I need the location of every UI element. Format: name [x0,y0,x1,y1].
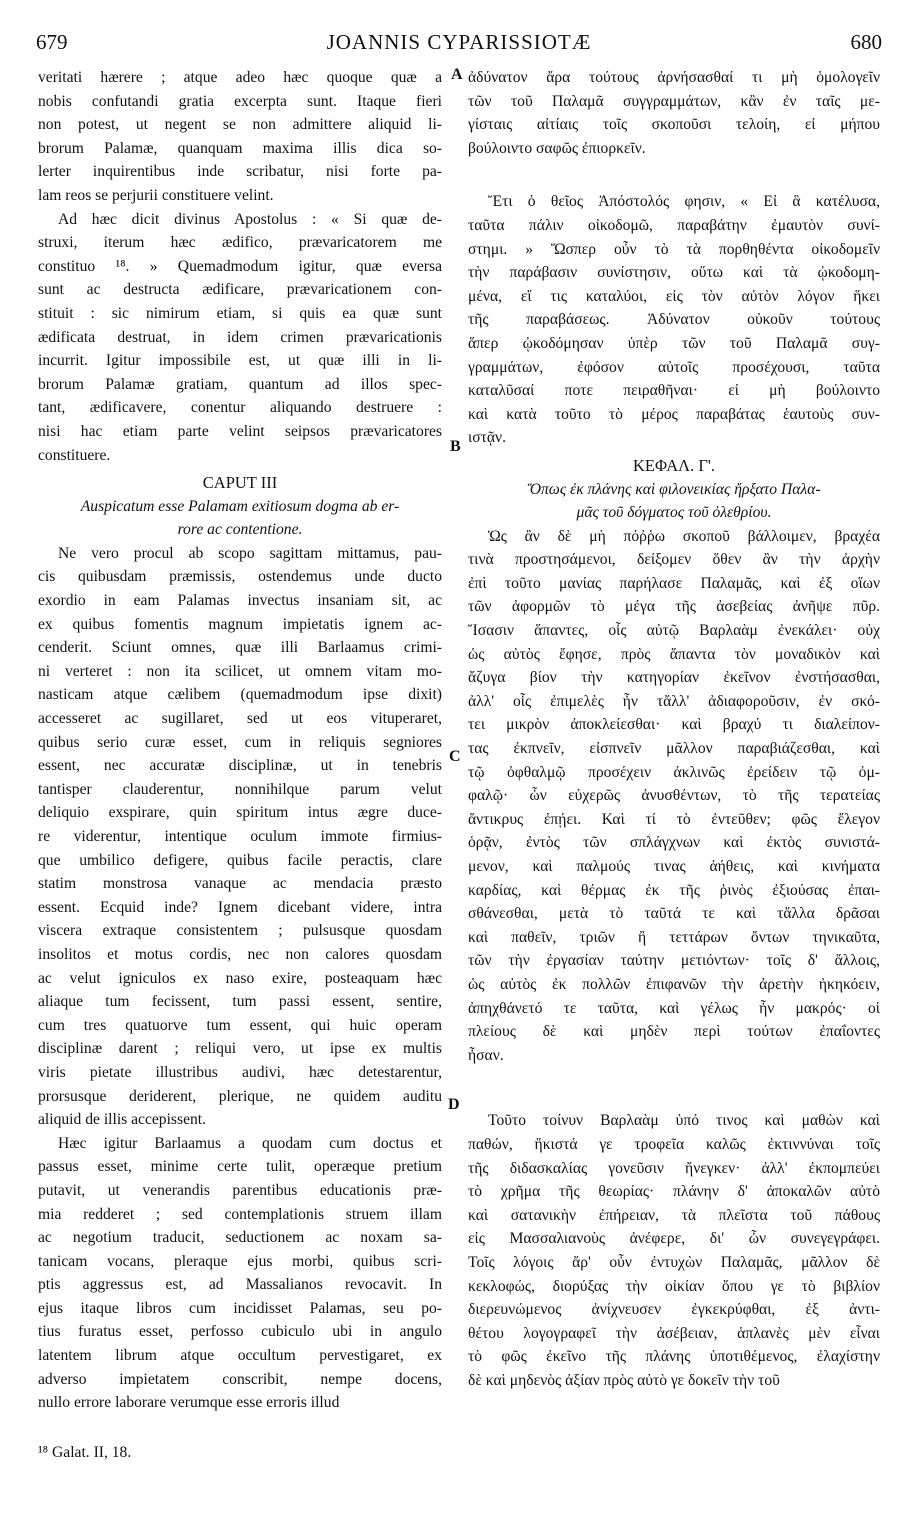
text-line: τῆς διδασκαλίας γονεῦσιν ἤνεγκεν· ἀλλ' ἐκπομπεύει [468,1159,880,1177]
text-line: ὁρᾷν, ἐντὸς τῶν σπλάγχνων καὶ ἐκτὸς συνιστά- [468,834,880,852]
greek-chapter-subtitle [468,478,880,525]
text-line: quibus serio curæ esset, cum in reliquis segniores [38,733,442,751]
text-line: Ὡς ἂν δὲ μὴ πόῤῥω σκοποῦ βάλλοιμεν, βραχέα [488,527,880,545]
text-line: ejus itaque libros cum incidisset Palamas, seu po- [38,1299,442,1317]
text-line: veritati hærere ; atque adeo hæc quoque quæ a [38,69,442,86]
text-line: τας ἐκπνεῖν, εἰσπνεῖν μᾶλλον παραβιάζεσθαι, καὶ [468,740,880,758]
text-line: stituit : sic nimirum etiam, si quis ea quæ sunt [38,304,442,322]
text-line: non potest, ut negent se non admittere aliquid li- [38,116,442,134]
text-line: καὶ κατὰ τοῦτο τὸ μέρος παραβάτας ἑαυτοὺς συν- [468,405,880,423]
running-header [36,30,882,60]
text-line: Ne vero procul ab scopo sagittam mittamus, pau- [58,544,442,562]
latin-paragraph-3 [38,542,442,1132]
text-line: latentem librum atque occultum pervestigaret, ex [38,1347,442,1365]
text-line: statim monstrosa vanaque ac mendacia præsto [38,875,442,893]
text-line: ἐπὶ τοῦτο μανίας παρήλασε Παλαμᾶς, καὶ ἐξ οἵων [468,574,880,592]
text-line: ex quibus fomentis magnum impietatis ignem ac- [38,615,442,633]
text-line: passus esset, minime certe tulit, operæque pretium [38,1158,442,1176]
text-line: que umbilico defigere, quibus facile peractis, clare [38,851,442,869]
text-line: ἄζυγα βίον τὴν κατηγορίαν ἐκεῖνον ἐνστήσασθαι, [468,669,880,687]
text-line: brorum Palamæ, quanquam maxima illis dica so- [38,139,442,157]
greek-column [468,66,880,1392]
text-line: γίσταις αἰτίαις τοῖς σκοποῦσι τελοίη, εἰ μήπου [468,116,880,134]
text-line: σθάνεσθαι, μετὰ τὸ ταῦτά τε καὶ τἄλλα δρᾶσαι [468,905,880,923]
text-line: incurrit. Igitur impossibile est, ut quæ illi in li- [38,352,442,370]
text-line: τῶν τοῦ Παλαμᾶ συγγραμμάτων, κἂν ἐν ταῖς με- [468,92,880,110]
margin-letter-d: D [448,1096,460,1113]
text-line: Τοῖς λόγοις ἄρ' οὖν ἐντυχὼν Παλαμᾶς, μᾶλλον δὲ [468,1253,880,1271]
text-line: ἀδύνατον ἄρα τούτους ἀρνήσασθαί τι μὴ ὁμολογεῖν [468,69,880,86]
text-line: ac negotium traducit, seductionem ac noxam sa- [38,1229,442,1247]
text-line: lam reos se perjurii constituere velint. [38,186,274,204]
running-title: JOANNIS CYPARISSIOTÆ [326,30,592,54]
text-line: deliquio exspirare, quin spiritum intus ægre duce- [38,804,442,822]
latin-chapter-heading: CAPUT III [202,473,278,493]
text-line: τὸ φῶς ἐκεῖνο τῆς πλάνης ὑποτιθέμενος, ἐλαχίστην [468,1348,880,1366]
margin-letter-b: B [450,438,461,455]
text-line: καταλῦσαί ποτε πειραθῆναι· εἰ μὴ βούλοιντο [468,382,880,400]
text-line: ἦσαν. [468,1046,504,1064]
text-line: ἄντικρυς ἐπῄει. Καὶ τί τὸ ἐντεῦθεν; φῶς ἔλεγον [468,810,880,828]
text-line: ἀλλ' οἷς ἐπιμελὲς ἦν τἄλλ' ἀδιαφοροῦσιν, ἐν σκό- [468,692,880,710]
text-line: constituo ¹⁸. » Quemadmodum igitur, quæ eversa [38,257,442,275]
text-line: struxi, iterum hæc ædifico, prævaricatorem me [38,234,442,252]
text-line: ταῦτα πάλιν οἰκοδομῶ, παραβάτην ἐμαυτὸν συνί- [468,216,880,234]
text-line: δὲ καὶ μηδενὸς ἀξίαν πρὸς αὐτὸ γε δοκεῖν τὴν τοῦ [468,1371,780,1389]
text-line: μᾶς τοῦ δόγματος τοῦ ὀλεθρίου. [576,504,772,522]
text-line: τὸ χρῆμα τῆς θεωρίας· πλάνην δ' ἀποκαλῶν αὐτὸ [468,1183,880,1201]
text-line: cenderit. Sciunt omnes, quæ illi Barlaamus crimi- [38,639,442,657]
text-line: ac velut igniculos ex naso exire, posteaquam hæc [38,969,442,987]
text-line: essent, nec accuratæ disciplinæ, ut in tenebris [38,757,442,775]
latin-paragraph-2 [38,208,442,468]
text-line: viris pietate illustribus audivi, hæc detestarentur, [38,1063,442,1081]
text-line: Hæc igitur Barlaamus a quodam cum doctus et [58,1134,442,1152]
page-number-left: 679 [36,30,68,54]
greek-paragraph-4 [468,1109,880,1392]
text-line: Ad hæc dicit divinus Apostolus : « Si quæ de- [58,210,442,228]
text-line: κεκλοφώς, διορύξας τὴν οἰκίαν ὅπου γε τὸ βιβλίον [468,1277,880,1295]
text-line: cis quibusdam præmissis, ostendemus unde ducto [38,568,442,586]
latin-paragraph-4 [38,1132,442,1415]
text-line: re viderentur, intentique oculum immote firmius- [38,828,442,845]
text-line: φαλῷ· ὧν εὐχερῶς ἀνυσθέντων, τὸ τῆς τερατείας [468,787,880,805]
text-line: insolitos et motus cordis, nec non calores quosdam [38,945,442,963]
text-line: tantisper clauderentur, nonnihilque parum velut [38,780,442,798]
latin-paragraph-1 [38,66,442,208]
text-line: Ἴσασιν ἅπαντες, οἷς αὐτῷ Βαρλαὰμ ἐνεκάλει· οὐχ [468,622,880,640]
greek-paragraph-1 [468,66,880,160]
text-line: ὡς αὐτὸς ἔφησε, πρὸς ἅπαντα τὸν μοναδικὸν καὶ [468,645,880,663]
text-line: cum tres quatuorve tum essent, qui huic operam [38,1016,442,1034]
greek-paragraph-2 [468,190,880,450]
text-line: mia redderet ; sed contemplationis struem illam [38,1205,442,1223]
text-line: ἅπερ ᾠκοδόμησαν ὑπὲρ τῶν τοῦ Παλαμᾶ συγ- [468,334,880,352]
text-line: παθών, ἥκιστά γε τροφεῖα καλῶς ἐκτιννύναι τοῖς [468,1135,880,1153]
text-line: τὴν παράβασιν συνίστησιν, οὕτω καὶ τὰ ᾠκοδομη- [468,264,880,282]
text-line: ædificata destruat, in idem crimen prævaricationis [38,328,442,346]
text-line: τῶν ἀφορμῶν τὸ μέγα τῆς ἀσεβείας ἀνῆψε πῦρ. [468,598,880,616]
spacer [468,160,880,190]
text-line: εἰς Μασσαλιανοὺς ἀνέφερε, δι' ὧν συνεγεγράφει. [468,1230,880,1248]
text-line: sunt ac destructa ædificare, prævaricationem con- [38,281,442,299]
text-line: καὶ σατανικὴν ἐπήρειαν, τὰ πλεῖστα τοῦ πάθους [468,1206,880,1224]
text-line: adverso impietatem conscribit, nempe docens, [38,1370,442,1388]
text-line: tant, ædificavere, conentur aliquando destruere : [38,399,442,417]
text-line: disciplinæ darent ; reliqui vero, ut ipse ex multis [38,1040,442,1058]
text-line: exordio in eam Palamas invectus insaniam sit, ac [38,592,442,610]
text-line: μένα, εἴ τις καταλύοι, εἰς τὸν αὐτὸν λόγον ἥκει [468,287,880,305]
latin-chapter-subtitle [38,495,442,542]
text-line: τει μικρὸν ἀποκλείεσθαι· καὶ βραχύ τι διαλείπον- [468,716,880,734]
text-line: καὶ παθεῖν, τριῶν ἢ τεττάρων ὄντων τηνικαῦτα, [468,928,880,946]
latin-column [38,66,442,1415]
text-line: nisi hac etiam parte velint seipsos prævaricatores [38,422,442,440]
text-line: μενον, καὶ παλμούς τινας ἀήθεις, καὶ κινήματα [468,858,880,875]
text-line: Τοῦτο τοίνυν Βαρλαὰμ ὑπό τινος καὶ μαθὼν καὶ [488,1112,880,1130]
text-line: viscera extraque consistentem ; pulsusque quosdam [38,922,442,940]
text-line: ἀπηχθάνετό τε ταῦτα, καὶ γέλως ἦν μακρός· οἱ [468,999,880,1017]
text-line: nobis confutandi gratia excerpta sunt. Itaque fieri [38,92,442,110]
margin-letter-c: C [449,748,461,765]
text-line: ιστᾷν. [468,429,506,447]
text-line: διερευνώμενος ἀνίχνευσεν ἐγκεκρύφθαι, ἐξ ἀντι- [468,1301,880,1319]
text-line: Ἔτι ὁ θεῖος Ἀπόστολός φησιν, « Εἰ ἃ κατέλυσα, [488,193,880,211]
text-line: καρδίας, καὶ θέρμας ἐκ τῆς ῥινὸς ἐξιούσας ἐπαι- [468,881,880,899]
text-line: ni verteret : non ita scilicet, ut omnem vitam mo- [38,662,442,680]
text-line: tanicam vocans, pleraque ejus morbi, quibus scri- [38,1252,442,1270]
greek-paragraph-3 [468,525,880,1068]
text-line: rore ac contentione. [177,521,303,539]
text-line: nasticam atque cælibem (quemadmodum ipse dixit) [38,686,442,704]
greek-chapter-heading: ΚΕΦΑΛ. Γ'. [632,455,716,475]
text-line: στημι. » Ὥσπερ οὖν τὸ τὰ πορθηθέντα οἰκοδομεῖν [468,240,880,258]
text-line: essent. Ecquid inde? Ignem dicebant videre, intra [38,898,442,916]
text-line: accesseret ac sugillaret, sed ut eos vituperaret, [38,710,442,728]
text-line: τῶν τὴν ἐργασίαν ταύτην μετιόντων· τοῖς δ' ἄλλοις, [468,952,880,970]
text-line: τινὰ προστησάμενοι, δείξομεν ὅθεν ἂν τὴν ἀρχὴν [468,551,880,569]
text-line: θέτου λογογραφεῖ τὴν ἀσέβειαν, ἁπλανὲς μὲν εἶναι [468,1324,880,1342]
text-line: πλείους δὲ καὶ μηδὲν περὶ τούτων ἐπαΐοντες [468,1023,880,1041]
text-line: τῆς παραβάσεως. Ἀδύνατον οὐκοῦν τούτους [468,311,880,329]
text-line: brorum Palamæ gratiam, quantum ad illos spec- [38,375,442,393]
text-line: aliquid de illis accepissent. [38,1111,207,1129]
text-line: ὡς αὐτὸς ἐκ πολλῶν ἐπιφανῶν τὴν ἀρετὴν ἠκηκόειν, [468,975,880,993]
spacer [468,1067,880,1109]
page-number-right: 680 [850,30,882,54]
margin-letter-a: A [451,66,463,83]
text-line: tius furatus esset, perfosso cubiculo ubi in angulo [38,1323,442,1341]
text-line: lerter inquirentibus inde scribatur, nisi forte pa- [38,163,442,181]
text-line: prorsusque deriderent, plerique, ne quidem auditu [38,1087,442,1105]
text-line: aliaque tum fecissent, tum passi essent, sentire, [38,993,442,1011]
text-line: ptis aggressus est, ad Massalianos revocavit. In [38,1276,442,1294]
text-line: constituere. [38,446,111,464]
text-line: Ὅπως ἐκ πλάνης καὶ φιλονεικίας ἤρξατο Παλα- [527,480,821,498]
text-line: βούλοιντο σαφῶς ἐπιορκεῖν. [468,139,646,157]
text-line: Auspicatum esse Palamam exitiosum dogma ab er- [80,497,400,515]
text-line: nullo errore laborare verumque esse erroris illud [38,1394,340,1412]
footnote: ¹⁸ Galat. II, 18. [38,1444,132,1461]
text-line: τῷ ὀφθαλμῷ προσέχειν ἀκλινῶς ἐρείδειν τῷ ὀμ- [468,763,880,781]
text-line: putavit, ut venerandis parentibus educationis præ- [38,1181,442,1199]
text-line: γραμμάτων, ἐφόσον αὐτοῖς προσέχουσι, ταῦτα [468,358,880,376]
